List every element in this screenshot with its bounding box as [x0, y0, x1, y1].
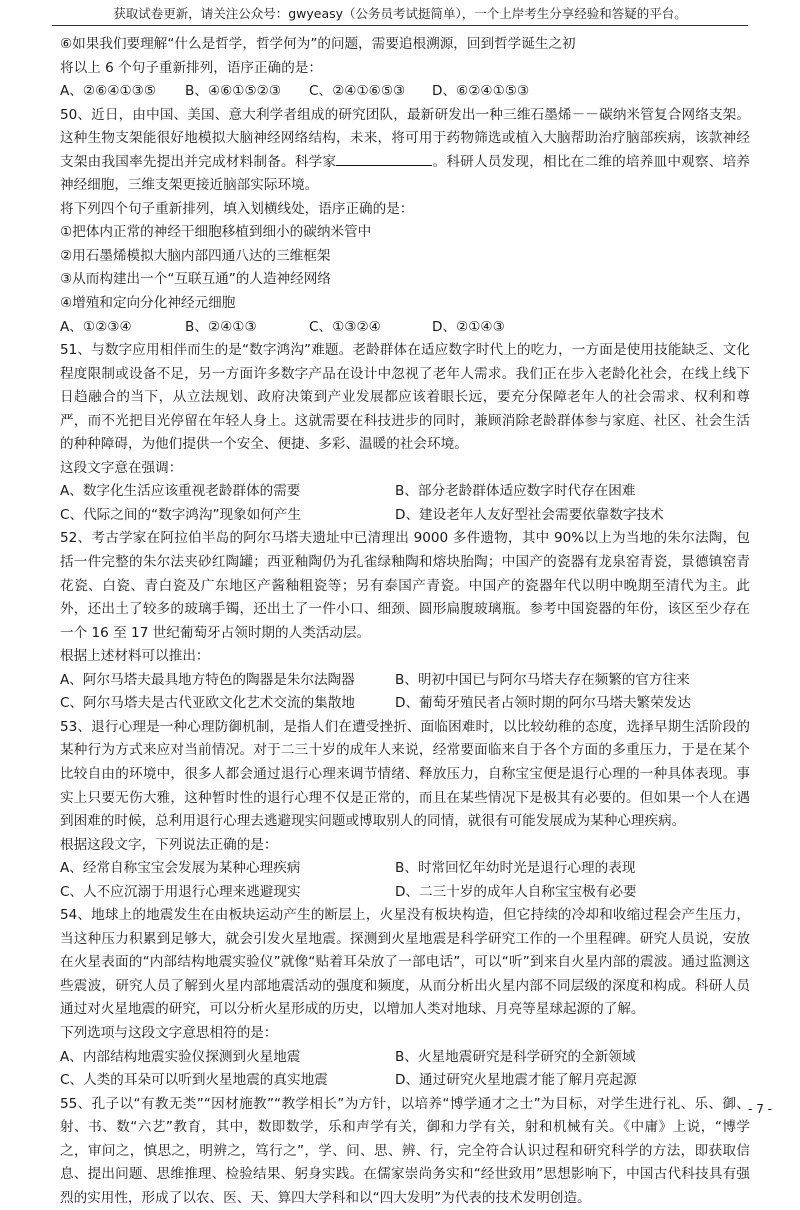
q51-option-d[interactable]: D、建设老年人友好型社会需要依靠数字技术 [395, 506, 664, 523]
q52-option-b[interactable]: B、明初中国已与阿尔马塔夫存在频繁的官方往来 [395, 671, 690, 688]
q51-option-c[interactable]: C、代际之间的“数字鸿沟”现象如何产生 [60, 506, 302, 523]
q50-options [60, 316, 750, 340]
q50-option-b[interactable]: B、②④①③ [185, 318, 257, 335]
q53-option-a[interactable]: A、经常自称宝宝会发展为某种心理疾病 [60, 860, 301, 877]
q49-option-d[interactable]: D、⑥②④①⑤③ [432, 83, 530, 100]
q52-stem: 52、考古学家在阿拉伯半岛的阿尔马塔夫遗址中已清理出 9000 多件遗物，其中 90%以上为当地的朱尔法陶，包括一件完整的朱尔法夹砂红陶罐；西亚釉陶仍为孔雀绿釉陶和熔块胎陶；中国产的瓷器有龙泉窑青瓷，景德镇窑青花瓷、白瓷、青白瓷及广东地区产酱釉粗瓷等；另有泰国产青瓷。中国产的瓷器年代以明中晚期至清代为主。此外，还出土了较多的玻璃手镯，还出土了一件小口、细颈、圆形扁腹玻璃瓶。参考中国瓷器的年份，该区至少存在一个 16 至 17 世纪葡萄牙占领时期的人类活动层。 [60, 530, 750, 641]
q54-option-d[interactable]: D、通过研究火星地震才能了解月亮起源 [395, 1072, 637, 1089]
q50-item-3: ③从而构建出一个“互联互通”的人造神经网络 [60, 271, 331, 288]
page-number: - 7 - [748, 1102, 772, 1116]
q55-stem: 55、孔子以“有教无类”“因材施教”“教学相长”为方针，以培养“博学通才之士”为目标，对学生进行礼、乐、御、射、书、数“六艺”教育，其中，数即数学，乐和声学有关，御和力学有关，射和机械有关。《中庸》上说，“博学之，审问之，慎思之，明辨之，笃行之”，学、问、思、辨、行，完全符合认识过程和研究科学的方法，即获取信息、提出问题、思维推理、检验结果、躬身实践。在儒家崇尚务实和“经世致用”思想影响下，中国古代科技具有强烈的实用性，形成了以农、医、天、算四大学科和以“四大发明”为代表的技术发明创造。 [60, 1095, 750, 1206]
q51-options-row-1 [60, 480, 750, 504]
q53-stem: 53、退行心理是一种心理防御机制，是指人们在遭受挫折、面临困难时，以比较幼稚的态度，选择早期生活阶段的某种行为方式来应对当前情况。对于二三十岁的成年人来说，经常要面临来自于各个方面的多重压力，于是在某个比较自由的环境中，很多人都会通过退行心理来调节情绪、释放压力，自称宝宝便是退行心理的一种具体表现。事实上只要无伤大雅，这种暂时性的退行心理不仅是正常的，而且在某些情况下是极其有必要的。但如果一个人在遇到困难的时候，总利用退行心理去逃避现实问题或博取别人的同情，就很有可能发展成为某种心理疾病。 [60, 718, 750, 830]
q52-options-row-1 [60, 669, 750, 693]
q49-options [60, 80, 750, 104]
q53-option-c[interactable]: C、人不应沉溺于用退行心理来逃避现实 [60, 883, 301, 900]
q50-option-c[interactable]: C、①③②④ [309, 318, 381, 335]
q50-item-2: ②用石墨烯模拟大脑内部四通八达的三维框架 [60, 247, 331, 264]
q51-prompt: 这段文字意在强调： [60, 459, 183, 476]
q50-option-d[interactable]: D、②①④③ [432, 318, 505, 335]
q51-stem: 51、与数字应用相伴而生的是“数字鸿沟”难题。老龄群体在适应数字时代上的吃力，一方面是使用技能缺乏、文化程度限制或设备不足，另一方面许多数字产品在设计中忽视了老年人需求。我们正在步入老龄化社会，在线上线下日趋融合的当下，从立法规划、政府决策到产业发展都应该着眼长远，要充分保障老年人的社会需求、权利和尊严，而不光把目光停留在年轻人身上。这就需要在科技进步的同时，兼顾消除老龄群体参与家庭、社区、社会生活的种种障碍，为他们提供一个安全、便捷、多彩、温暖的社会环境。 [60, 342, 750, 453]
q52-option-d[interactable]: D、葡萄牙殖民者占领时期的阿尔马塔夫繁荣发达 [395, 695, 691, 712]
q50-stem [60, 104, 750, 198]
q49-sentence-6: ⑥如果我们要理解“什么是哲学，哲学何为”的问题，需要追根溯源，回到哲学诞生之初 [60, 36, 576, 52]
q54-option-b[interactable]: B、火星地震研究是科学研究的全新领域 [395, 1048, 636, 1065]
q53-options-row-1 [60, 857, 750, 881]
page-header: 获取试卷更新，请关注公众号：gwyeasy（公务员考试挺简单），一个上岸考生分享经验和答疑的平台。 [0, 6, 800, 22]
q52-options-row-2 [60, 692, 750, 716]
q52-option-a[interactable]: A、阿尔马塔夫最具地方特色的陶器是朱尔法陶器 [60, 671, 355, 688]
q53-prompt: 根据这段文字，下列说法正确的是： [60, 836, 278, 853]
q49-prompt: 将以上 6 个句子重新排列，语序正确的是： [60, 59, 322, 76]
q53-options-row-2 [60, 881, 750, 905]
q50-prompt: 将下列四个句子重新排列，填入划横线处，语序正确的是： [60, 200, 414, 217]
q53-option-d[interactable]: D、二三十岁的成年人自称宝宝极有必要 [395, 883, 637, 900]
q54-stem: 54、地球上的地震发生在由板块运动产生的断层上，火星没有板块构造，但它持续的冷却和收缩过程会产生压力，当这种压力积累到足够大，就会引发火星地震。探测到火星地震是科学研究工作的一个里程碑。研究人员说，安放在火星表面的“内部结构地震实验仪”就像“贴着耳朵放了一部电话”，可以“听”到来自火星内部的震波。通过监测这些震波，研究人员了解到火星内部地震活动的强度和频度，从而分析出火星内部不同层级的深度和构成。科研人员通过对火星地震的研究，可以分析火星形成的历史，以增加人类对地球、月亮等星球起源的了解。 [60, 907, 750, 1018]
q53-option-b[interactable]: B、时常回忆年幼时光是退行心理的表现 [395, 860, 636, 877]
q51-options-row-2 [60, 504, 750, 528]
q49-option-b[interactable]: B、④⑥①⑤②③ [185, 83, 282, 100]
q49-option-c[interactable]: C、②④①⑥⑤③ [309, 83, 406, 100]
q50-item-1: ①把体内正常的神经干细胞移植到细小的碳纳米管中 [60, 224, 372, 241]
q50-blank [336, 151, 432, 166]
q52-prompt: 根据上述材料可以推出： [60, 648, 210, 665]
document-body [60, 33, 750, 1210]
q54-prompt: 下列选项与这段文字意思相符的是： [60, 1024, 278, 1041]
q50-item-4: ④增殖和定向分化神经元细胞 [60, 295, 236, 312]
q50-option-a[interactable]: A、①②③④ [60, 318, 132, 335]
q54-option-c[interactable]: C、人类的耳朵可以听到火星地震的真实地震 [60, 1072, 328, 1089]
q51-option-a[interactable]: A、数字化生活应该重视老龄群体的需要 [60, 483, 301, 500]
q52-option-c[interactable]: C、阿尔马塔夫是古代亚欧文化艺术交流的集散地 [60, 695, 355, 712]
q54-options-row-1 [60, 1046, 750, 1070]
q49-option-a[interactable]: A、②⑥④①③⑤ [60, 83, 157, 100]
q54-options-row-2 [60, 1069, 750, 1093]
q51-option-b[interactable]: B、部分老龄群体适应数字时代存在困难 [395, 483, 636, 500]
q50-stem-before: 50、近日，由中国、美国、意大利学者组成的研究团队，最新研发出一种三维石墨烯－－碳纳米管复合网络支架。这种生物支架能很好地模拟大脑神经网络结构，未来，将可用于药物筛选或植入大脑帮助治疗脑部疾病，该款神经支架由我国率先提出并完成材料制备。科学家 [60, 106, 750, 170]
q54-option-a[interactable]: A、内部结构地震实验仪探测到火星地震 [60, 1048, 301, 1065]
q50-stem-after: 。科研人员发现，相比在二维的培养皿中观察、培养神经细胞，三维支架更接近脑部实际环境。 [60, 153, 751, 194]
